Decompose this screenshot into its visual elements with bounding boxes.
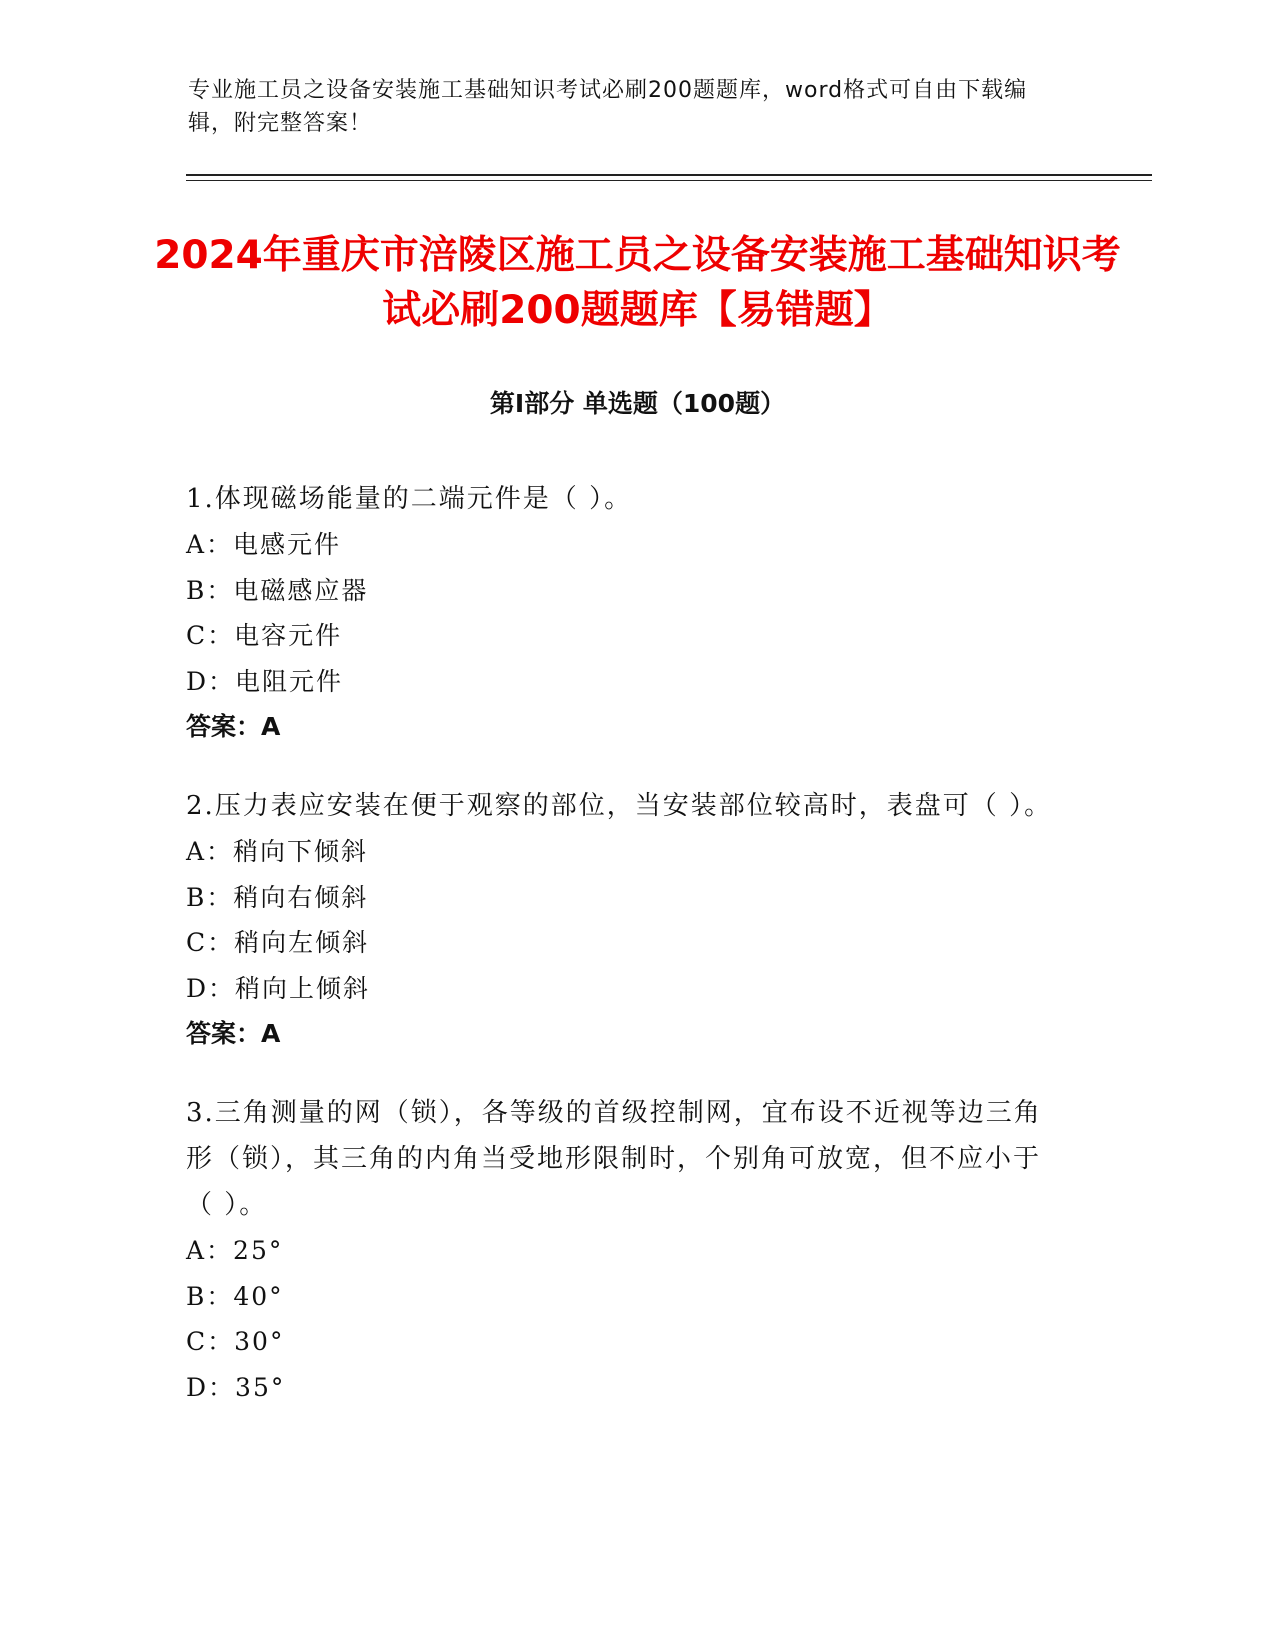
- option-c: C：稍向左倾斜: [186, 928, 370, 957]
- answer: 答案：A: [186, 1019, 281, 1048]
- option-a: A：稍向下倾斜: [186, 837, 369, 866]
- question-2: [186, 783, 1066, 1057]
- option-b: B：稍向右倾斜: [186, 882, 369, 912]
- document-title: 2024年重庆市涪陵区施工员之设备安装施工基础知识考试必刷200题题库【易错题】: [154, 233, 1121, 333]
- header-note: 专业施工员之设备安装施工基础知识考试必刷200题题库，word格式可自由下载编辑，附完整答案！: [188, 78, 1028, 136]
- section-title: 第Ⅰ部分 单选题（100题）: [489, 389, 786, 418]
- header-divider-thick: [186, 174, 1152, 176]
- question-3: [186, 1090, 1066, 1410]
- question-text: 1.体现磁场能量的二端元件是（ ）。: [186, 484, 633, 514]
- header-divider-thin: [186, 180, 1152, 181]
- answer: 答案：A: [186, 712, 281, 741]
- option-c: C：电容元件: [186, 621, 343, 650]
- option-b: B：电磁感应器: [186, 575, 369, 605]
- option-d: D：稍向上倾斜: [186, 973, 371, 1003]
- option-c: C：30°: [186, 1327, 285, 1356]
- question-1: [186, 476, 1066, 750]
- option-d: D：35°: [186, 1372, 286, 1402]
- question-text: 2.压力表应安装在便于观察的部位，当安装部位较高时，表盘可（ ）。: [186, 791, 1053, 821]
- option-a: A：25°: [186, 1236, 284, 1265]
- option-b: B：40°: [186, 1281, 284, 1311]
- option-d: D：电阻元件: [186, 666, 344, 696]
- question-list: [186, 476, 1066, 1443]
- option-a: A：电感元件: [186, 530, 342, 559]
- question-text: 3.三角测量的网（锁），各等级的首级控制网，宜布设不近视等边三角形（锁），其三角的内角当受地形限制时，个别角可放宽，但不应小于（ ）。: [186, 1098, 1042, 1220]
